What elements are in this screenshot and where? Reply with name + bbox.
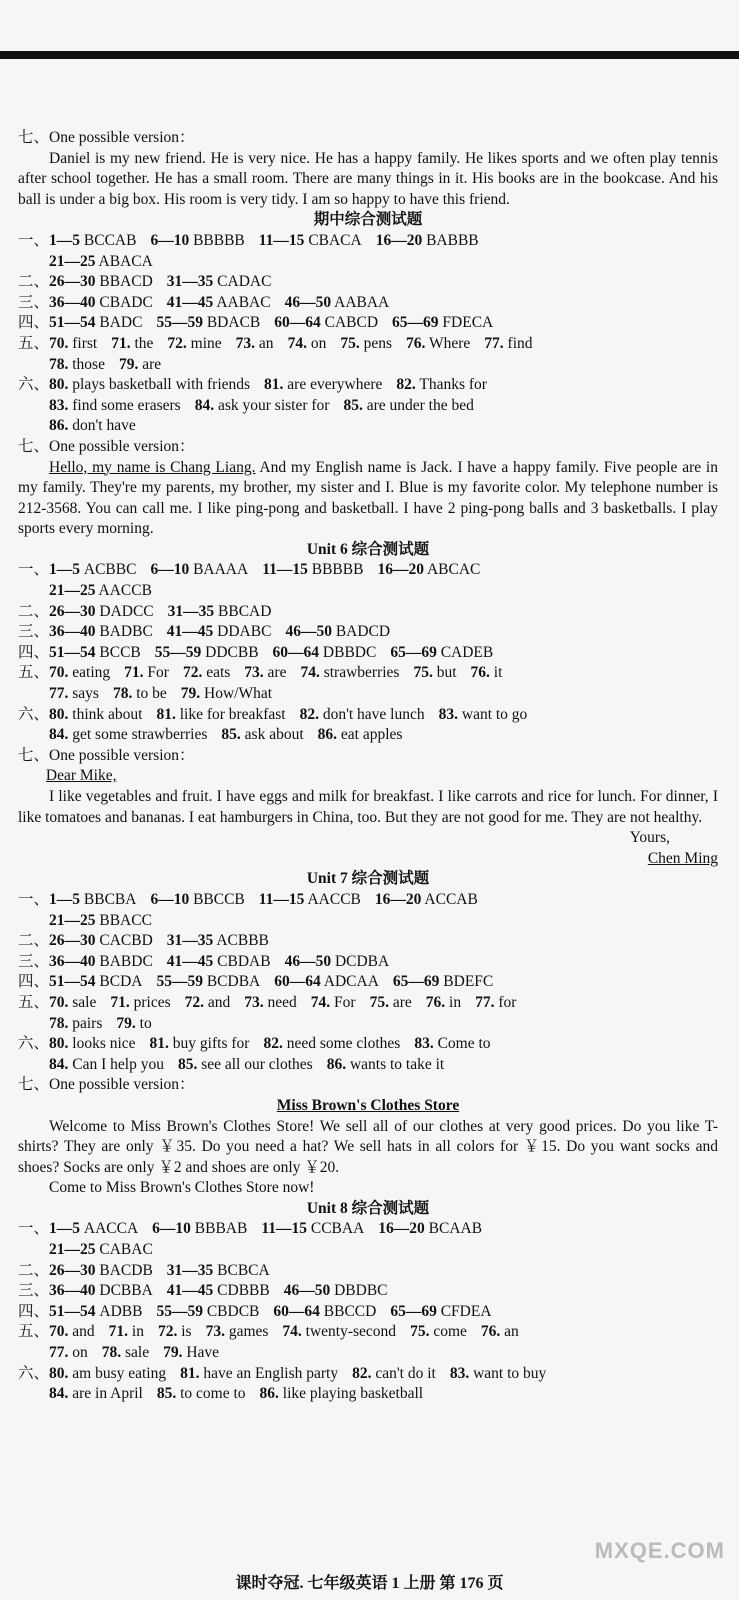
answer-line: 84. get some strawberries 85. ask about 86. eat apples bbox=[49, 726, 403, 744]
answer-line: 78. those 79. are bbox=[49, 355, 162, 373]
essay-paragraph: Daniel is my new friend. He is very nice. He has a happy family. He likes sports and we often play tennis after school together. He has a small room. There are many things in it. His books are in the bookcase. And his ball is under a big box. His room is very tidy. I am so happy to have this friend. bbox=[18, 149, 718, 208]
answer-line: 三、36—40 CBADC 41—45 AABAC 46—50 AABAA bbox=[18, 293, 390, 311]
section-title: Unit 7 综合测试题 bbox=[306, 870, 430, 888]
essay-paragraph: Welcome to Miss Brown's Clothes Store! We sell all of our clothes at very good prices. Do you like T-shirts? They are only ￥35. Do you need a hat? We sell hats in all colors for ￥15. Do you want socks and shoes? Socks are only ￥2 and shoes are only ￥20. bbox=[18, 1117, 718, 1176]
answer-line: 77. on 78. sale 79. Have bbox=[49, 1344, 220, 1362]
section-head: 七、One possible version： bbox=[18, 746, 195, 764]
answer-key bbox=[18, 128, 718, 1405]
answer-line: 六、80. plays basketball with friends 81. are everywhere 82. Thanks for bbox=[18, 376, 487, 394]
answer-line: 一、1—5 AACCA 6—10 BBBAB 11—15 CCBAA 16—20 BCAAB bbox=[18, 1220, 483, 1238]
answer-line: 四、51—54 BCCB 55—59 DDCBB 60—64 DBBDC 65—69 CADEB bbox=[18, 643, 494, 661]
answer-line: 二、26—30 BACDB 31—35 BCBCA bbox=[18, 1261, 270, 1279]
answer-line: 一、1—5 BBCBA 6—10 BBCCB 11—15 AACCB 16—20 ACCAB bbox=[18, 890, 478, 908]
answer-line: 三、36—40 BADBC 41—45 DDABC 46—50 BADCD bbox=[18, 623, 391, 641]
answer-line: 三、36—40 DCBBA 41—45 CDBBB 46—50 DBDBC bbox=[18, 1282, 388, 1300]
section-head: 七、One possible version： bbox=[18, 1076, 195, 1094]
answer-line: 83. find some erasers 84. ask your sister for 85. are under the bed bbox=[49, 396, 474, 414]
essay-paragraph: I like vegetables and fruit. I have eggs and milk for breakfast. I like carrots and rice for lunch. For dinner, I like tomatoes and bananas. I eat hamburgers in China, too. But they are not good for me. They are not healthy. bbox=[18, 788, 718, 826]
answer-line: 二、26—30 CACBD 31—35 ACBBB bbox=[18, 932, 269, 950]
answer-line: 21—25 ABACA bbox=[49, 252, 153, 270]
section-title: Unit 8 综合测试题 bbox=[306, 1199, 430, 1217]
page-footer: 课时夺冠. 七年级英语 1 上册 第 176 页 bbox=[235, 1575, 504, 1592]
section-head: 七、One possible version： bbox=[18, 129, 195, 146]
essay-paragraph: Hello, my name is Chang Liang. And my English name is Jack. I have a happy family. Five people are in my family. They're my parents, my brother, my sister and I. Blue is my favorite color. My telephone number is 212-3568. You can call me. I like ping-pong and basketball. I have 2 ping-pong balls and 3 basketballs. I play sports every morning. bbox=[18, 458, 718, 538]
answer-line: 三、36—40 BABDC 41—45 CBDAB 46—50 DCDBA bbox=[18, 952, 390, 970]
letter-signature: Chen Ming bbox=[647, 849, 718, 867]
answer-line: 四、51—54 BCDA 55—59 BCDBA 60—64 ADCAA 65—69 BDEFC bbox=[18, 973, 494, 991]
letter-salutation: Dear Mike, bbox=[45, 767, 117, 785]
answer-line: 五、70. first 71. the 72. mine 73. an 74. on 75. pens 76. Where 77. find bbox=[18, 334, 533, 352]
answer-line: 一、1—5 ACBBC 6—10 BAAAA 11—15 BBBBB 16—20 ABCAC bbox=[18, 561, 481, 579]
section-head: 七、One possible version： bbox=[18, 437, 195, 455]
section-title: Unit 6 综合测试题 bbox=[306, 540, 430, 558]
letter-closing: Yours, bbox=[629, 829, 670, 847]
answer-line: 五、70. sale 71. prices 72. and 73. need 74. For 75. are 76. in 77. for bbox=[18, 993, 517, 1011]
answer-line: 21—25 BBACC bbox=[49, 911, 152, 929]
answer-line: 六、80. think about 81. like for breakfast 82. don't have lunch 83. want to go bbox=[18, 705, 528, 723]
answer-line: 78. pairs 79. to bbox=[49, 1014, 152, 1032]
answer-line: 四、51—54 BADC 55—59 BDACB 60—64 CABCD 65—69 FDECA bbox=[18, 314, 494, 332]
answer-line: 五、70. and 71. in 72. is 73. games 74. twenty-second 75. come 76. an bbox=[18, 1323, 519, 1341]
answer-line: 四、51—54 ADBB 55—59 CBDCB 60—64 BBCCD 65—69 CFDEA bbox=[18, 1302, 492, 1320]
answer-line: 84. Can I help you 85. see all our clothes 86. wants to take it bbox=[49, 1055, 445, 1073]
answer-line: 21—25 AACCB bbox=[49, 582, 152, 600]
watermark: MXQE.COM bbox=[594, 1538, 725, 1563]
answer-line: 二、26—30 BBACD 31—35 CADAC bbox=[18, 273, 272, 291]
answer-line: 86. don't have bbox=[49, 417, 136, 435]
answer-line: 84. are in April 85. to come to 86. like playing basketball bbox=[49, 1385, 424, 1403]
top-rule bbox=[0, 51, 739, 59]
section-title: 期中综合测试题 bbox=[313, 211, 423, 229]
answer-line: 77. says 78. to be 79. How/What bbox=[49, 685, 273, 703]
answer-line: 二、26—30 DADCC 31—35 BBCAD bbox=[18, 602, 272, 620]
answer-line: 一、1—5 BCCAB 6—10 BBBBB 11—15 CBACA 16—20 BABBB bbox=[18, 231, 479, 249]
answer-line: 21—25 CABAC bbox=[49, 1241, 153, 1259]
answer-line: 六、80. looks nice 81. buy gifts for 82. need some clothes 83. Come to bbox=[18, 1035, 491, 1053]
answer-line: 六、80. am busy eating 81. have an English party 82. can't do it 83. want to buy bbox=[18, 1364, 547, 1382]
answer-line: 五、70. eating 71. For 72. eats 73. are 74. strawberries 75. but 76. it bbox=[18, 664, 503, 682]
essay-title: Miss Brown's Clothes Store bbox=[276, 1096, 460, 1114]
essay-paragraph: Come to Miss Brown's Clothes Store now! bbox=[49, 1179, 315, 1197]
